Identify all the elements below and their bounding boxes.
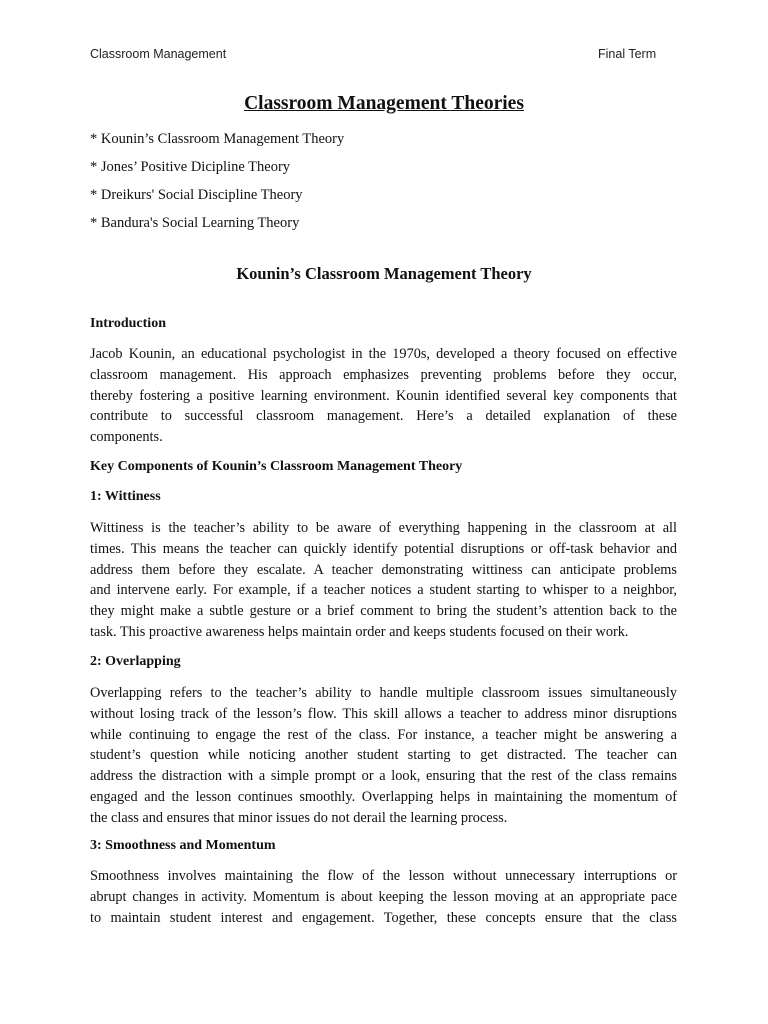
header-left: Classroom Management (90, 47, 227, 61)
paragraph-line: task. This proactive awareness helps maintain order and keeps students focused on their work. (90, 623, 629, 640)
paragraph-line: they might make a subtle gesture or a brief comment to bring the student’s attention back to the (90, 603, 677, 620)
component-paragraph (90, 866, 677, 928)
paragraph-line: Overlapping refers to the teacher’s ability to handle multiple classroom issues simultaneously (90, 685, 677, 701)
paragraph-line: while continuing to engage the rest of the class. For instance, a teacher might be answering a (90, 726, 677, 743)
paragraph-line: classroom management. His approach emphasizes preventing problems before they occur, (90, 366, 677, 383)
paragraph-line: times. This means the teacher can quickly identify potential disruptions or off-task behavior and (90, 540, 677, 557)
theory-list-item: * Dreikurs' Social Discipline Theory (90, 187, 303, 203)
paragraph-line: student’s question while noticing another student starting to get distracted. The teacher can (90, 747, 677, 764)
document-title: Classroom Management Theories (244, 93, 524, 114)
paragraph-line: components. (90, 429, 163, 446)
paragraph-line: address them before they escalate. A teacher demonstrating wittiness can anticipate problems (90, 561, 677, 578)
intro-paragraph (90, 344, 677, 448)
header-right: Final Term (598, 47, 657, 61)
paragraph-line: Jacob Kounin, an educational psychologist in the 1970s, developed a theory focused on effective (90, 346, 677, 362)
paragraph-line: abrupt changes in activity. Momentum is about keeping the lesson moving at an appropriate pace (90, 888, 677, 905)
theory-list-item: * Jones’ Positive Dicipline Theory (90, 159, 291, 175)
paragraph-line: engaged and the lesson continues smoothly. Overlapping helps in maintaining the momentum of (90, 788, 677, 805)
paragraph-line: address the distraction with a simple prompt or a look, ensuring that the rest of the class remains (90, 768, 677, 785)
paragraph-line: and intervene early. For example, if a teacher notices a student starting to whisper to a neighbor, (90, 582, 677, 599)
theory-list-item: * Bandura's Social Learning Theory (90, 215, 300, 231)
component-heading: 3: Smoothness and Momentum (90, 838, 276, 853)
component-heading: 2: Overlapping (90, 654, 181, 669)
paragraph-line: without losing track of the lesson’s flow. This skill allows a teacher to address minor disruptions (90, 705, 677, 722)
component-heading: 1: Wittiness (90, 489, 161, 504)
component-paragraph (90, 518, 677, 643)
intro-heading: Introduction (90, 316, 166, 331)
paragraph-line: the class and ensures that minor issues do not derail the learning process. (90, 809, 508, 826)
paragraph-line: contribute to successful classroom management. Here’s a detailed explanation of these (90, 408, 677, 425)
paragraph-line: Smoothness involves maintaining the flow of the lesson without unnecessary interruptions or (90, 868, 677, 884)
paragraph-line: Wittiness is the teacher’s ability to be aware of everything happening in the classroom at all (90, 520, 677, 536)
paragraph-line: thereby fostering a positive learning environment. Kounin identified several key components that (90, 387, 677, 404)
key-components-heading: Key Components of Kounin’s Classroom Management Theory (90, 459, 463, 474)
component-paragraph (90, 683, 677, 829)
paragraph-line: to maintain student interest and engagement. Together, these concepts ensure that the class (90, 909, 677, 926)
theory-list-item: * Kounin’s Classroom Management Theory (90, 131, 345, 147)
section-title: Kounin’s Classroom Management Theory (236, 264, 532, 283)
